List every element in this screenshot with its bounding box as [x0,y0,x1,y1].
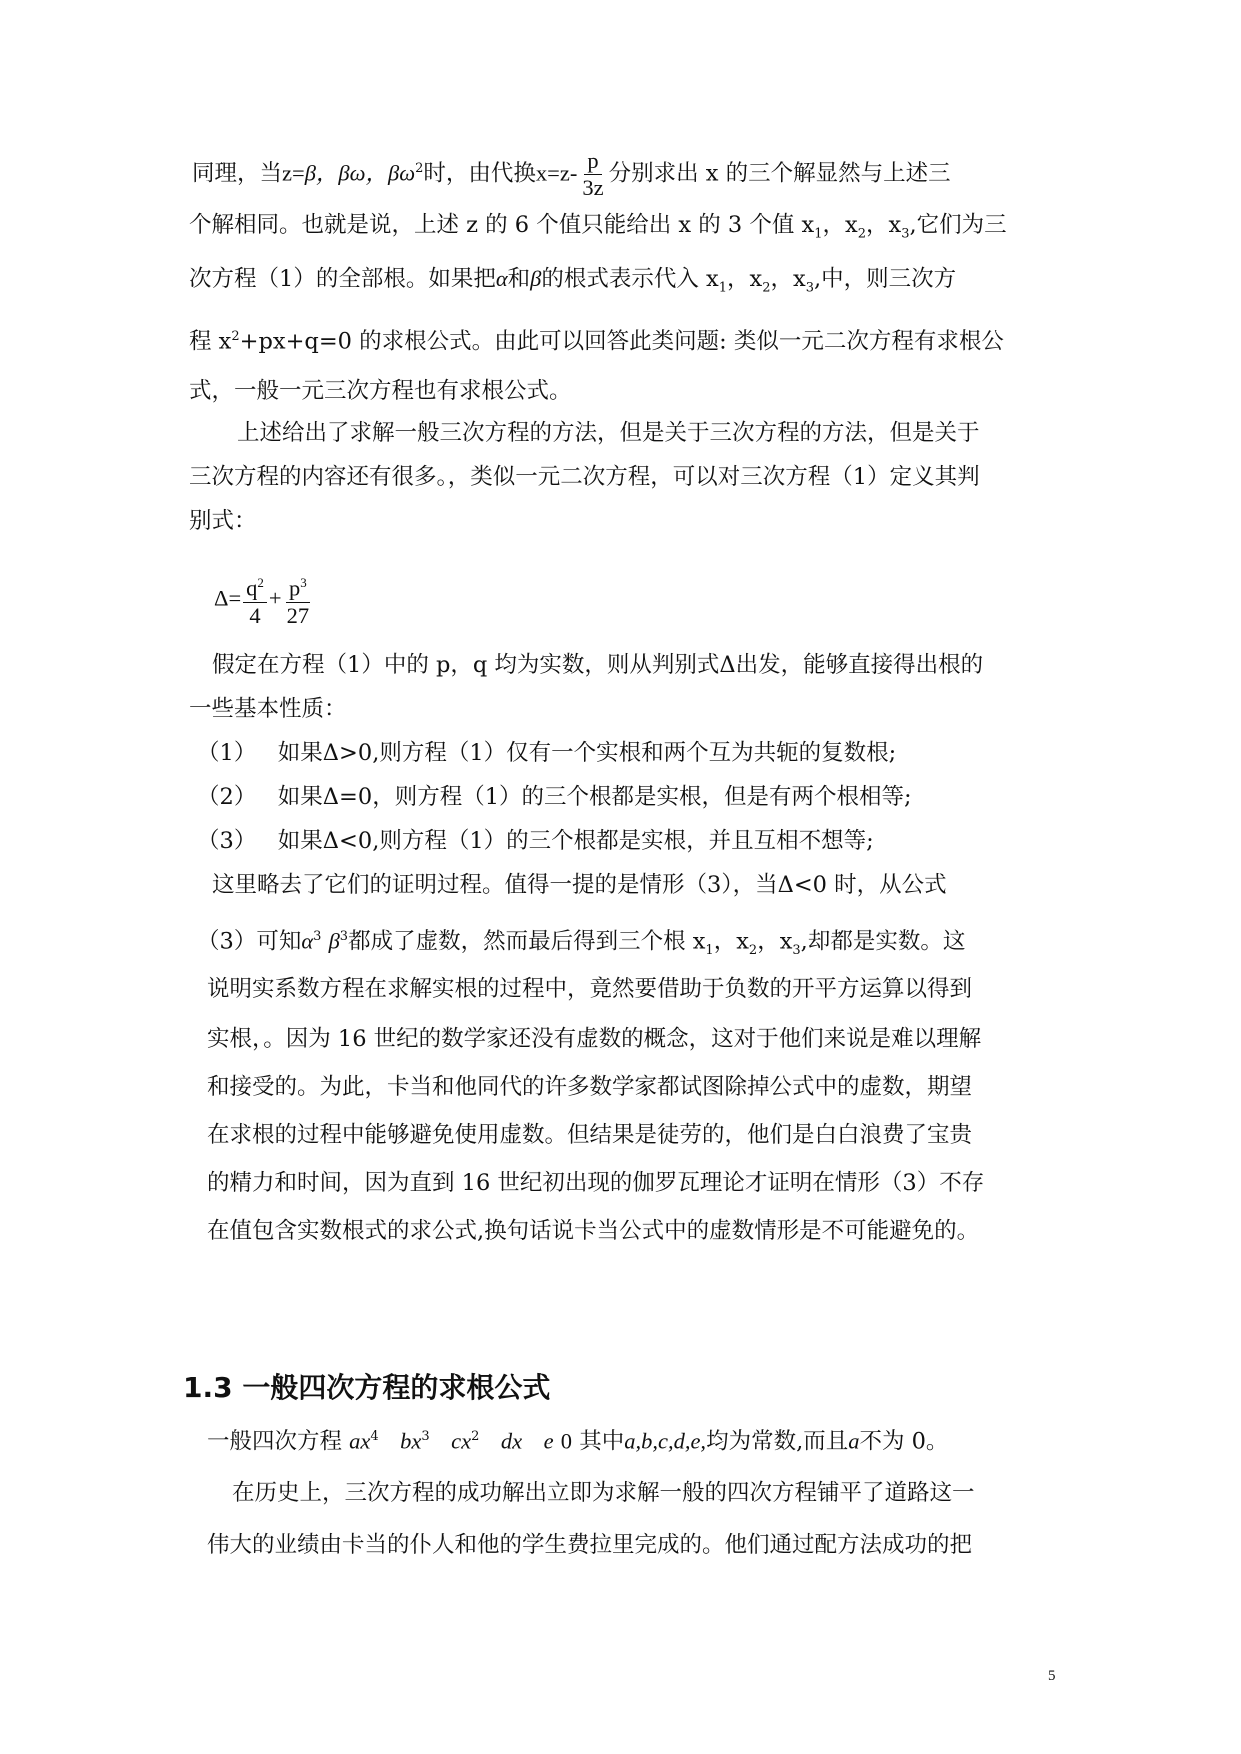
text-line: 的精力和时间，因为直到 16 世纪初出现的伽罗瓦理论才证明在情形（3）不存 [207,1170,985,1196]
text-line: 一些基本性质： [189,696,347,722]
list-item: （1） 如果Δ>0,则方程（1）仅有一个实根和两个互为共轭的复数根; [197,740,897,766]
text-line: （3）可知$\alpha^3$ $\beta^3$都成了虚数，然而最后得到三个根 $x_1$，$x_2$，$x_3$,却都是实数。这 [197,928,966,958]
text-line: 在历史上，三次方程的成功解出立即为求解一般的四次方程铺平了道路这一 [232,1480,975,1506]
text-line: 别式： [189,508,257,534]
text-line: 和接受的。为此，卡当和他同代的许多数学家都试图除掉公式中的虚数，期望 [207,1074,973,1100]
text-line: 假定在方程（1）中的 p，q 均为实数，则从判别式Δ出发，能够直接得出根的 [212,652,984,678]
text-line: 次方程（1）的全部根。如果把α和β的根式表示代入 $x_1$，$x_2$，$x_3$,中，则三次方 [189,266,957,296]
text-line: 个解相同。也就是说，上述 z 的 6 个值只能给出 x 的 3 个值 $x_1$，$x_2$，$x_3$,它们为三 [189,212,1007,242]
page-number: 5 [1048,1668,1056,1684]
text-line: 同理，当z=β，βω，$\beta\omega^2$时，由代换x=z- $\frac{p}{3z}$ 分别求出 x 的三个解显然与上述三 [192,148,951,200]
text-line: 在值包含实数根式的求公式,换句话说卡当公式中的虚数情形是不可能避免的。 [207,1218,980,1244]
list-item: （3） 如果Δ<0,则方程（1）的三个根都是实根，并且互相不想等; [197,828,874,854]
section-heading: 1.3 一般四次方程的求根公式 [183,1371,551,1404]
text-line: 一般四次方程 $ax^4$ $bx^3$ $cx^2$ dx e 0 其中a,b,c,d,e,均为常数,而且a不为 0。 [207,1428,949,1455]
text-line: 实根，。因为 16 世纪的数学家还没有虚数的概念，这对于他们来说是难以理解 [207,1026,982,1052]
text-line: 伟大的业绩由卡当的仆人和他的学生费拉里完成的。他们通过配方法成功的把 [207,1532,973,1558]
discriminant-formula: Δ= $\frac{q^2}{4}$ + $\frac{p^3}{27}$ [214,570,314,629]
text-line: 说明实系数方程在求解实根的过程中，竟然要借助于负数的开平方运算以得到 [207,976,973,1002]
text-line: 这里略去了它们的证明过程。值得一提的是情形（3），当Δ<0 时，从公式 [212,872,947,898]
text-line: 式，一般一元三次方程也有求根公式。 [189,378,572,404]
text-line: 上述给出了求解一般三次方程的方法，但是关于三次方程的方法，但是关于 [237,420,980,446]
fraction-p-over-3z: $\frac{p}{3z}$ [582,148,604,200]
text-line: 在求根的过程中能够避免使用虚数。但结果是徒劳的，他们是白白浪费了宝贵 [207,1122,973,1148]
list-item: （2） 如果Δ=0，则方程（1）的三个根都是实根，但是有两个根相等; [197,784,912,810]
text-line: 三次方程的内容还有很多。，类似一元二次方程，可以对三次方程（1）定义其判 [189,464,980,490]
text-line: 程 $x^2+px+q=0$ 的求根公式。由此可以回答此类问题: 类似一元二次方程有求根公 [189,328,1004,355]
